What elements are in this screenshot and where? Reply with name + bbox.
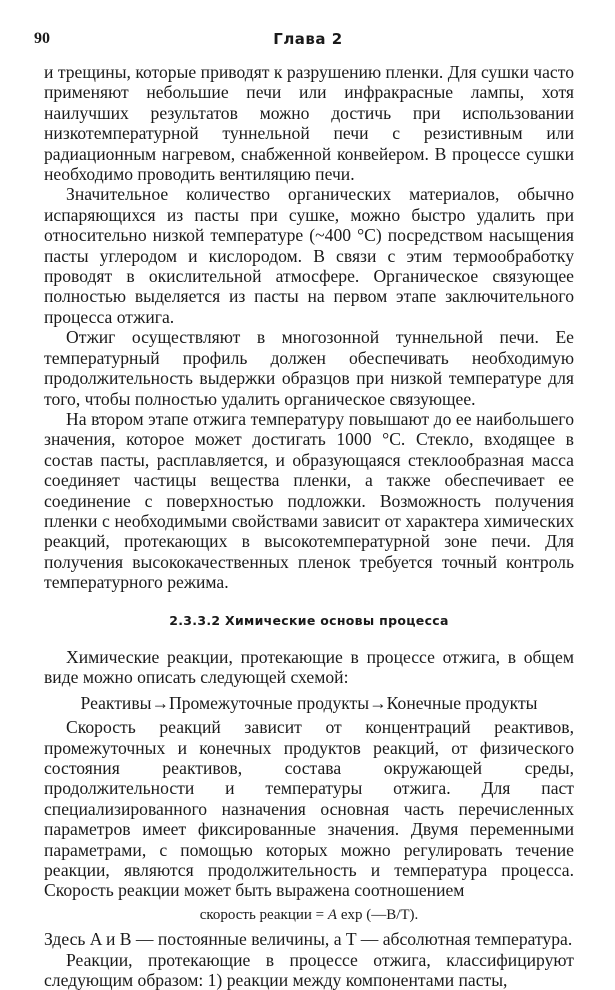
running-head: Глава 2 bbox=[273, 30, 343, 48]
page-number: 90 bbox=[34, 30, 50, 47]
paragraph-7: Реакции, протекающие в процессе отжига, классифицируют следующим образом: 1) реакции между компонентами пасты, bbox=[44, 949, 574, 990]
paragraph-1: и трещины, которые приводят к разрушению пленки. Для сушки часто применяют небольшие печи или инфракрасные лампы, хотя наилучших результатов можно достичь при использовании низкотемпературной туннельной печи с резистивным или радиационным нагревом, снабженной конвейером. В процессе сушки необходимо проводить вентиляцию печи. bbox=[44, 62, 574, 185]
formula-variable-a: A bbox=[327, 906, 338, 923]
formula-expression: exp (—B/T). bbox=[337, 906, 419, 923]
section-heading: 2.3.3.2 Химические основы процесса bbox=[169, 612, 449, 628]
formula-label: скорость реакции = bbox=[199, 906, 328, 923]
section-intro: Химические реакции, протекающие в процессе отжига, в общем виде можно описать следующей схемой: bbox=[44, 646, 574, 688]
reaction-scheme: Реактивы→Промежуточные продукты→Конечные продукты bbox=[80, 692, 538, 713]
paragraph-3: Отжиг осуществляют в многозонной туннельной печи. Ее температурный профиль должен обеспечивать необходимую продолжительность выдержки образцов при низкой температуре для того, чтобы полностью удалить органическое связующее. bbox=[44, 327, 574, 409]
page-header bbox=[34, 30, 582, 54]
rate-formula bbox=[44, 905, 574, 925]
page-body bbox=[44, 62, 574, 990]
paragraph-5: Скорость реакций зависит от концентраций реактивов, промежуточных и конечных продуктов реакций, от физического состояния реактивов, состава окружающей среды, продолжительности и температуры отжига. Для паст специализированного назначения основная часть перечисленных параметров имеет фиксированные значения. Двумя переменными параметрами, с помощью которых можно регулировать течение реакции, являются продолжительность и температура процесса. Скорость реакции может быть выражена соотношением bbox=[44, 717, 574, 901]
paragraph-2: Значительное количество органических материалов, обычно испаряющихся из пасты при сушке, можно быстро удалить при относительно низкой температуре (~400 °С) посредством насыщения пасты углеродом и кислородом. В связи с этим термообработку проводят в окислительной атмосфере. Органическое связующее полностью выделяется из пасты на первом этапе заключительного процесса отжига. bbox=[44, 184, 574, 327]
paragraph-4: На втором этапе отжига температуру повышают до ее наибольшего значения, которое может достигать 1000 °С. Стекло, входящее в состав пасты, расплавляется, и образующаяся стеклообразная масса соединяет частицы вещества пленки, а также обеспечивает ее соединение с поверхностью подложки. Возможность получения пленки с необходимыми свойствами зависит от характера химических реакций, протекающих в высокотемпературной зоне печи. Для получения высококачественных пленок требуется точный контроль температурного режима. bbox=[44, 408, 574, 593]
paragraph-6: Здесь A и B — постоянные величины, а T — абсолютная температура. bbox=[44, 929, 573, 950]
